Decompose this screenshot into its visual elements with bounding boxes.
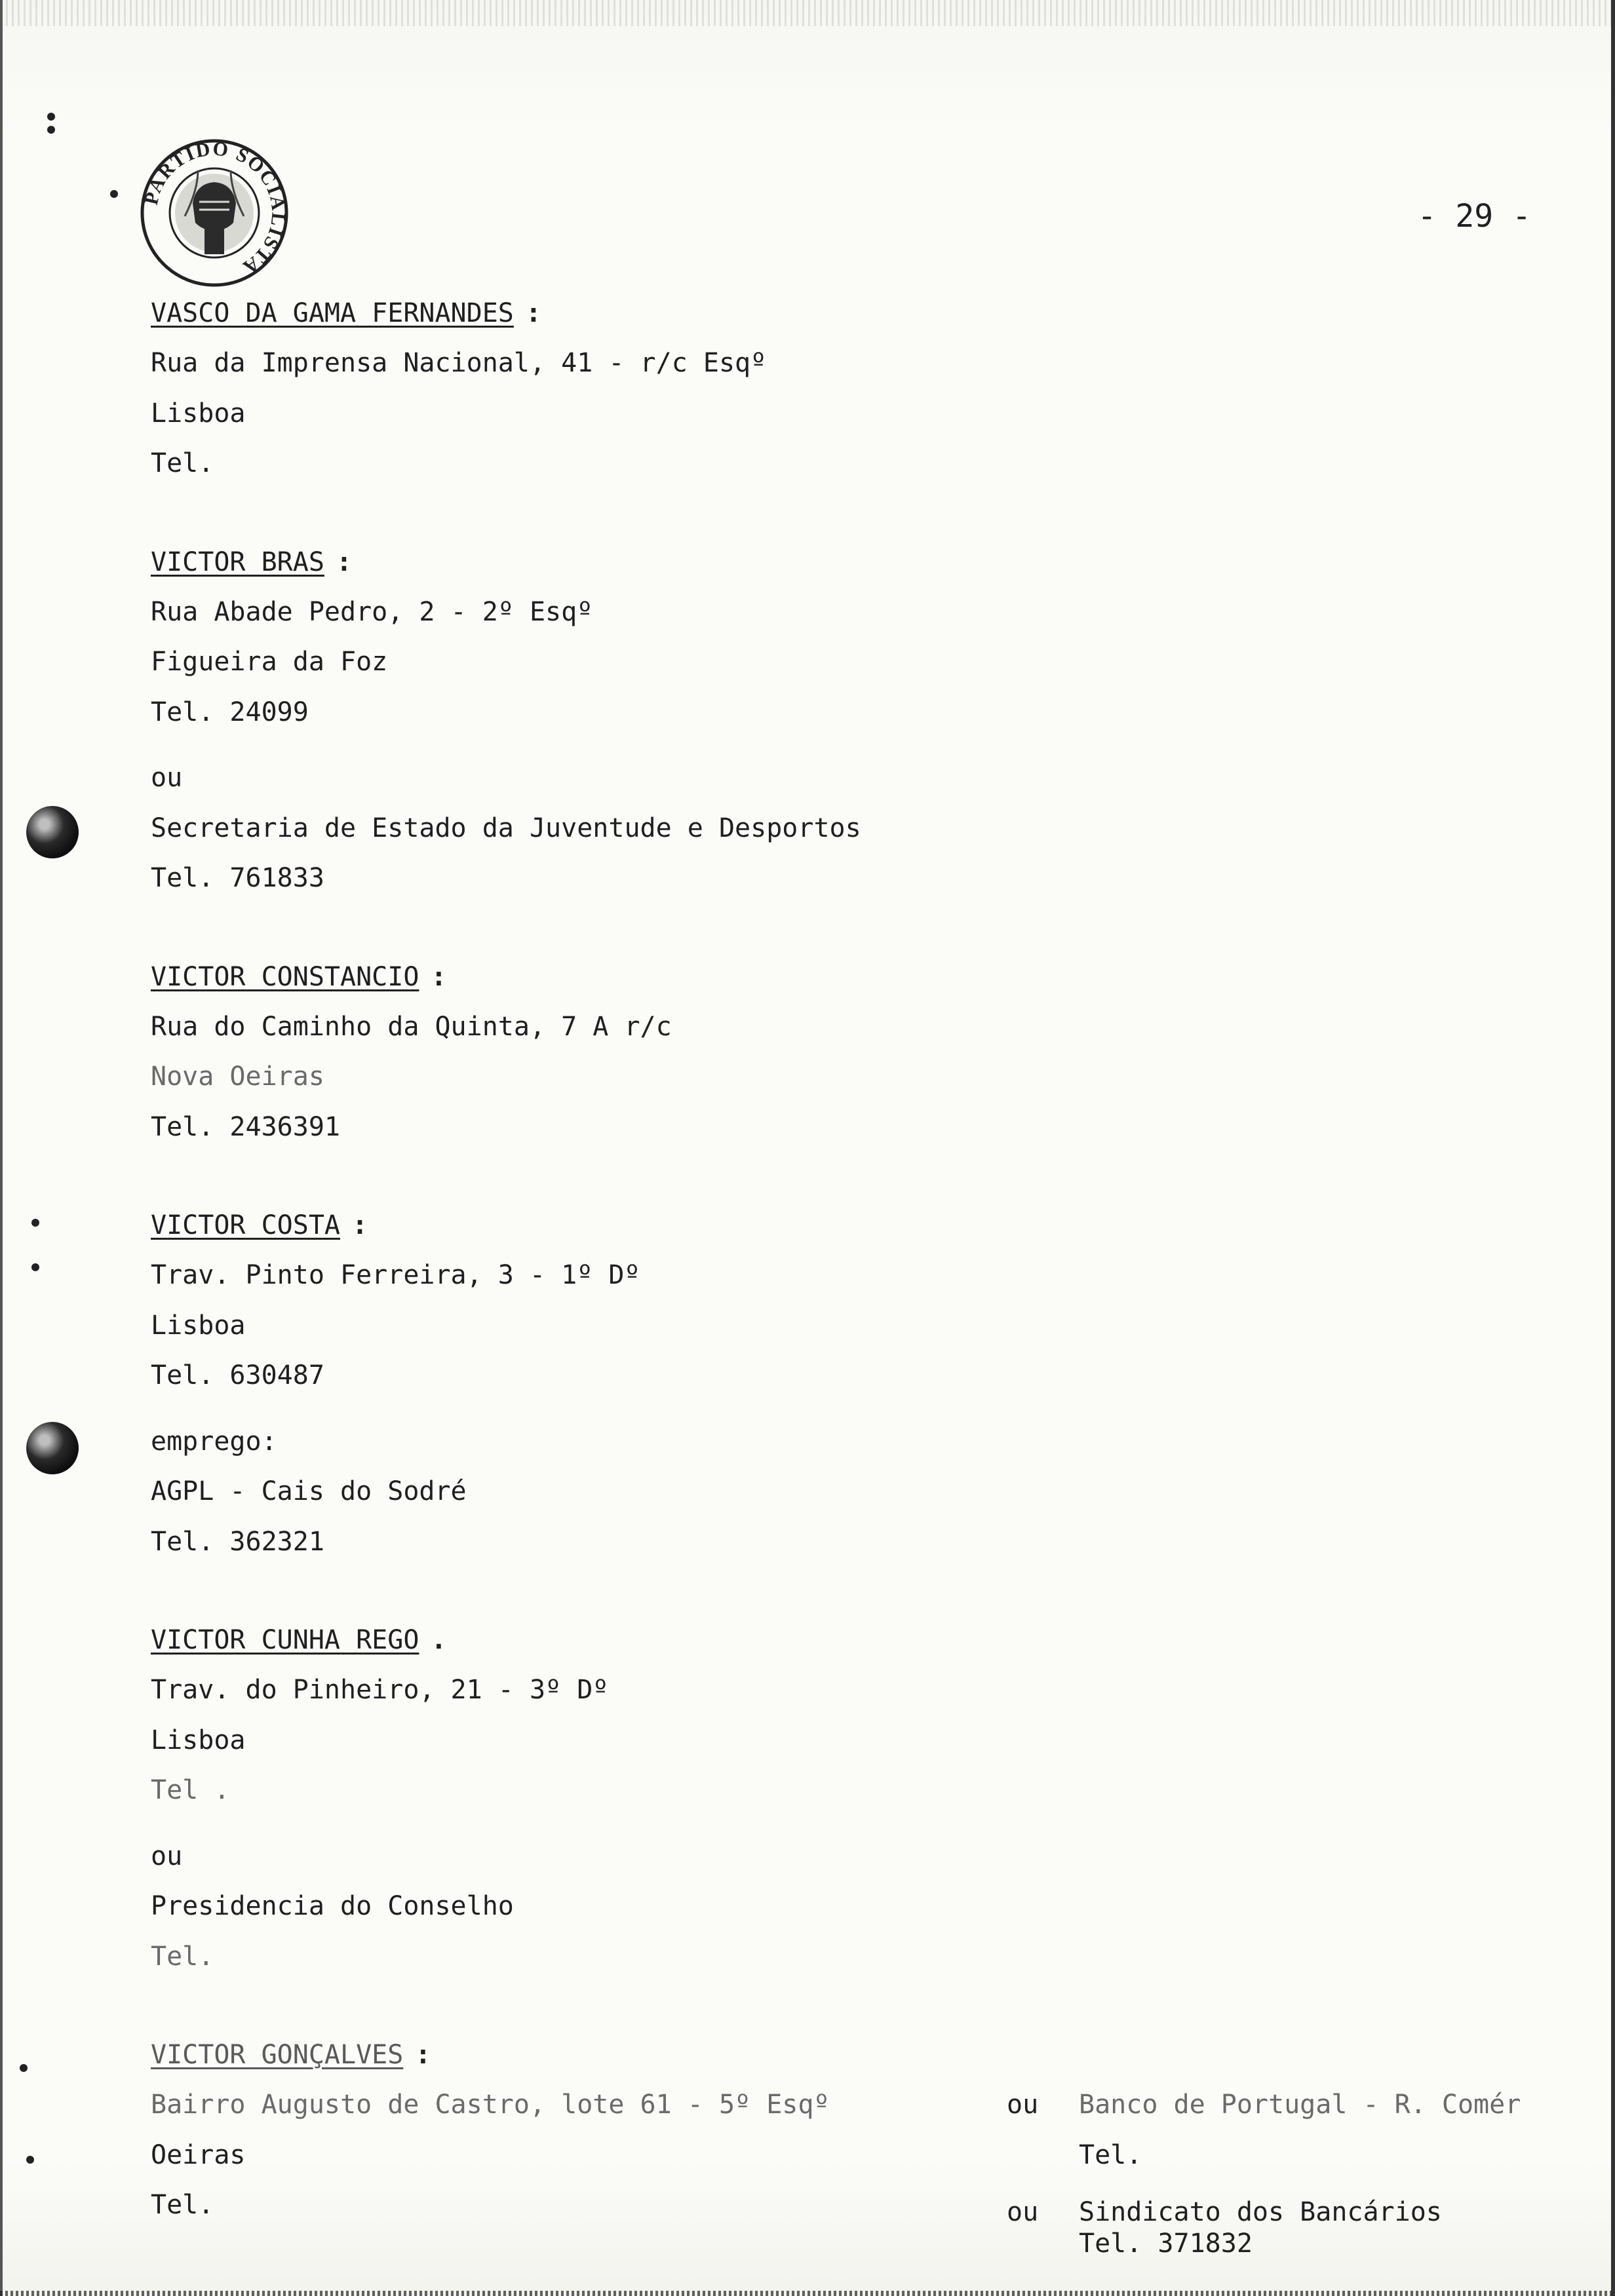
scan-edge-bottom bbox=[0, 2291, 1615, 2296]
city-line: Lisboa bbox=[151, 1310, 246, 1341]
entry-name bbox=[151, 952, 1560, 1002]
address-line: Rua da Imprensa Nacional, 41 - r/c Esqº bbox=[151, 348, 767, 378]
alternative-address-line: Secretaria de Estado da Juventude e Desportos bbox=[151, 813, 861, 843]
entry-name bbox=[151, 537, 1560, 587]
entry-name-punct: . bbox=[431, 1625, 447, 1655]
phone-line: Tel. 24099 bbox=[151, 697, 309, 727]
party-logo bbox=[139, 138, 290, 288]
page-number: - 29 - bbox=[1417, 198, 1531, 235]
directory-entry bbox=[151, 1615, 1560, 1981]
phone-line: Tel. bbox=[151, 2190, 214, 2220]
phone-line: Tel . bbox=[151, 1775, 230, 1805]
alternative-phone-line: Tel. bbox=[151, 1941, 214, 1972]
entry-name bbox=[151, 1200, 1560, 1250]
directory-entry bbox=[151, 2030, 1560, 2259]
scan-edge-right bbox=[1611, 0, 1615, 2296]
entry-name-punct: : bbox=[336, 546, 352, 577]
alternative-label: emprego: bbox=[151, 1426, 277, 1457]
directory-entry bbox=[151, 1200, 1560, 1567]
alternative-name: Banco de Portugal - R. Comér bbox=[1079, 2090, 1521, 2120]
entry-name-text: VICTOR GONÇALVES bbox=[151, 2040, 404, 2070]
margin-mark bbox=[31, 1263, 39, 1271]
address-line: Rua Abade Pedro, 2 - 2º Esqº bbox=[151, 596, 593, 627]
phone-line: Tel. bbox=[151, 448, 214, 478]
entry-name-punct: : bbox=[415, 2040, 431, 2070]
margin-mark bbox=[110, 190, 118, 198]
directory-entry bbox=[151, 537, 1560, 904]
fist-icon bbox=[175, 170, 254, 254]
margin-mark bbox=[47, 126, 55, 134]
entry-name-punct: : bbox=[525, 298, 541, 328]
city-line: Lisboa bbox=[151, 398, 246, 429]
entry-name-text: VASCO DA GAMA FERNANDES bbox=[151, 298, 514, 328]
alternative-address-line: AGPL - Cais do Sodré bbox=[151, 1476, 467, 1506]
phone-line: Tel. 630487 bbox=[151, 1360, 324, 1390]
entry-name-text: VICTOR CONSTANCIO bbox=[151, 961, 419, 992]
alternative-contact bbox=[1007, 2196, 1442, 2259]
alternative-label: ou bbox=[151, 763, 183, 793]
alternative-address-line: Presidencia do Conselho bbox=[151, 1891, 514, 1921]
city-line: Figueira da Foz bbox=[151, 647, 388, 677]
alternative-phone-line: Tel. 761833 bbox=[151, 863, 324, 893]
scan-edge-left bbox=[0, 0, 3, 2296]
entry-name-text: VICTOR CUNHA REGO bbox=[151, 1625, 419, 1655]
alternative-name: Sindicato dos Bancários bbox=[1079, 2197, 1442, 2227]
alternative-phone-line: Tel. bbox=[1079, 2139, 1142, 2170]
city-line: Oeiras bbox=[151, 2139, 246, 2170]
alternative-label: ou bbox=[151, 1841, 183, 1871]
margin-mark bbox=[31, 1219, 39, 1227]
alternative-label: ou bbox=[1007, 2090, 1039, 2120]
entry-name-punct: : bbox=[351, 1210, 368, 1240]
alternative-phone-line: Tel. 371832 bbox=[1079, 2229, 1253, 2259]
margin-mark bbox=[26, 2156, 34, 2164]
margin-mark bbox=[47, 113, 55, 121]
directory-entry bbox=[151, 952, 1560, 1153]
directory-entries bbox=[151, 288, 1560, 2279]
punch-hole bbox=[26, 1422, 79, 1474]
alternative-contact bbox=[1007, 2080, 1521, 2180]
alternative-phone-line: Tel. 362321 bbox=[151, 1526, 324, 1557]
margin-mark bbox=[20, 2064, 28, 2072]
entry-name-text: VICTOR COSTA bbox=[151, 1210, 340, 1240]
entry-name-text: VICTOR BRAS bbox=[151, 546, 324, 577]
address-line: Bairro Augusto de Castro, lote 61 - 5º Esqº bbox=[151, 2090, 830, 2120]
punch-hole bbox=[26, 806, 79, 858]
scan-edge-top bbox=[0, 0, 1615, 26]
entry-name bbox=[151, 1615, 1560, 1665]
city-line: Nova Oeiras bbox=[151, 1062, 324, 1092]
alternative-label: ou bbox=[1007, 2197, 1039, 2227]
address-line: Trav. Pinto Ferreira, 3 - 1º Dº bbox=[151, 1260, 640, 1290]
address-line: Trav. do Pinheiro, 21 - 3º Dº bbox=[151, 1675, 609, 1705]
phone-line: Tel. 2436391 bbox=[151, 1111, 340, 1142]
logo-text: PARTIDO SOCIALISTA bbox=[140, 138, 290, 279]
directory-entry bbox=[151, 288, 1560, 489]
entry-name-punct: : bbox=[431, 961, 447, 992]
address-line: Rua do Caminho da Quinta, 7 A r/c bbox=[151, 1011, 672, 1042]
city-line: Lisboa bbox=[151, 1725, 246, 1755]
entry-name bbox=[151, 2030, 1560, 2080]
entry-name bbox=[151, 288, 1560, 338]
